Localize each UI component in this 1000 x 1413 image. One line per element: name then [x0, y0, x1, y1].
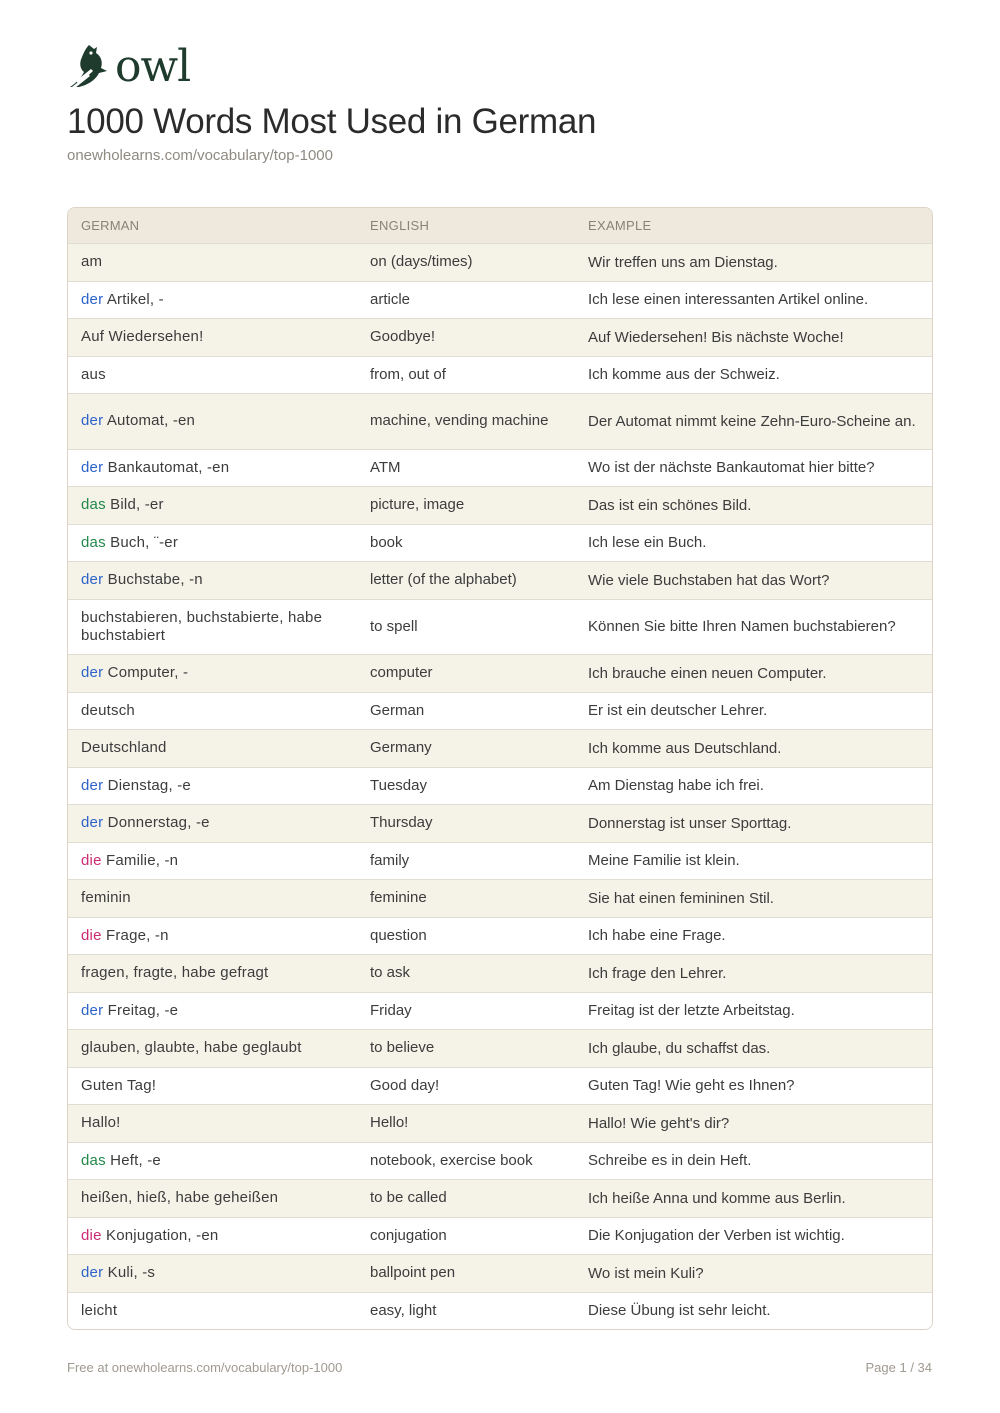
german-word-cell — [68, 1152, 370, 1170]
german-word: Hallo! — [81, 1114, 121, 1132]
table-row — [68, 729, 932, 767]
article-der: der — [81, 1264, 104, 1282]
german-word-cell — [68, 927, 370, 945]
german-word-cell — [68, 609, 370, 645]
example-sentence: Ich frage den Lehrer. — [588, 964, 727, 982]
table-row — [68, 1104, 932, 1142]
english-translation: on (days/times) — [370, 253, 473, 271]
article-der: der — [81, 458, 104, 476]
german-word-cell — [68, 852, 370, 870]
german-word: Freitag, -e — [107, 1001, 179, 1019]
german-word-cell — [68, 814, 370, 832]
english-translation: question — [370, 926, 427, 944]
example-sentence: Freitag ist der letzte Arbeitstag. — [588, 1002, 795, 1020]
english-translation: Thursday — [370, 814, 433, 832]
example-sentence: Wo ist der nächste Bankautomat hier bitte? — [588, 459, 875, 477]
example-sentence: Meine Familie ist klein. — [588, 852, 740, 870]
english-translation: Good day! — [370, 1076, 440, 1094]
german-word: Guten Tag! — [81, 1076, 157, 1094]
table-row — [68, 281, 932, 319]
example-sentence: Der Automat nimmt keine Zehn-Euro-Scheine an. — [588, 412, 916, 430]
english-translation: to spell — [370, 617, 418, 635]
article-der: der — [81, 776, 104, 794]
article-das: das — [81, 496, 106, 514]
german-word-cell — [68, 1264, 370, 1282]
table-header — [68, 208, 932, 243]
example-sentence: Ich lese einen interessanten Artikel online. — [588, 291, 869, 309]
german-word: Automat, -en — [106, 412, 196, 430]
german-word: glauben, glaubte, habe geglaubt — [81, 1039, 302, 1057]
german-word-cell — [68, 1227, 370, 1245]
german-word-cell — [68, 702, 370, 720]
example-sentence: Sie hat einen femininen Stil. — [588, 889, 774, 907]
english-translation: to ask — [370, 964, 411, 982]
german-word: Auf Wiedersehen! — [81, 328, 204, 346]
example-sentence: Guten Tag! Wie geht es Ihnen? — [588, 1077, 795, 1095]
german-word: Artikel, - — [106, 290, 164, 308]
table-row — [68, 1217, 932, 1255]
english-translation: computer — [370, 664, 433, 682]
german-word-cell — [68, 412, 370, 430]
table-row — [68, 692, 932, 730]
example-sentence: Ich brauche einen neuen Computer. — [588, 664, 827, 682]
table-body — [68, 243, 932, 1329]
table-row — [68, 524, 932, 562]
german-word-cell — [68, 534, 370, 552]
example-sentence: Die Konjugation der Verben ist wichtig. — [588, 1227, 845, 1245]
german-word-cell — [68, 496, 370, 514]
table-row — [68, 243, 932, 281]
german-word: Kuli, -s — [107, 1264, 156, 1282]
example-sentence: Auf Wiedersehen! Bis nächste Woche! — [588, 328, 844, 346]
example-sentence: Donnerstag ist unser Sporttag. — [588, 814, 792, 832]
owl-icon — [67, 43, 111, 89]
german-word-cell — [68, 664, 370, 682]
german-word-cell — [68, 1302, 370, 1320]
german-word: Bild, -er — [110, 496, 164, 514]
table-row — [68, 1179, 932, 1217]
table-row — [68, 1067, 932, 1105]
german-word: Donnerstag, -e — [107, 814, 210, 832]
english-translation: Hello! — [370, 1114, 409, 1132]
english-translation: Friday — [370, 1001, 412, 1019]
example-sentence: Ich komme aus der Schweiz. — [588, 366, 780, 384]
table-row — [68, 879, 932, 917]
german-word-cell — [68, 1002, 370, 1020]
example-sentence: Ich heiße Anna und komme aus Berlin. — [588, 1189, 846, 1207]
german-word: leicht — [81, 1301, 118, 1319]
table-row — [68, 842, 932, 880]
table-row — [68, 561, 932, 599]
english-translation: from, out of — [370, 365, 446, 383]
article-der: der — [81, 664, 104, 682]
source-url[interactable]: onewholearns.com/vocabulary/top-1000 — [67, 147, 333, 164]
german-word: deutsch — [81, 701, 135, 719]
english-translation: letter (of the alphabet) — [370, 571, 517, 589]
table-row — [68, 356, 932, 394]
brand-logo — [67, 41, 191, 92]
article-der: der — [81, 1001, 104, 1019]
table-row — [68, 1142, 932, 1180]
table-row — [68, 804, 932, 842]
article-das: das — [81, 533, 106, 551]
vocabulary-table — [67, 207, 933, 1330]
german-word-cell — [68, 777, 370, 795]
german-word-cell — [68, 459, 370, 477]
header-example: EXAMPLE — [588, 218, 652, 233]
table-row — [68, 1292, 932, 1330]
page-title: 1000 Words Most Used in German — [67, 102, 597, 141]
german-word: am — [81, 253, 103, 271]
table-row — [68, 767, 932, 805]
english-translation: picture, image — [370, 496, 465, 514]
table-row — [68, 393, 932, 449]
german-word: feminin — [81, 889, 131, 907]
english-translation: article — [370, 290, 411, 308]
table-row — [68, 992, 932, 1030]
table-row — [68, 954, 932, 992]
article-die: die — [81, 926, 102, 944]
example-sentence: Ich lese ein Buch. — [588, 534, 707, 552]
german-word: Computer, - — [107, 664, 189, 682]
german-word-cell — [68, 1077, 370, 1095]
german-word: Deutschland — [81, 739, 167, 757]
german-word: Familie, -n — [106, 851, 179, 869]
header-german: GERMAN — [81, 217, 140, 233]
german-word: Buch, ¨-er — [110, 533, 179, 551]
english-translation: to be called — [370, 1189, 447, 1207]
article-der: der — [81, 571, 104, 589]
german-word: Bankautomat, -en — [107, 458, 230, 476]
english-translation: Tuesday — [370, 776, 427, 794]
header-english: ENGLISH — [370, 217, 430, 233]
german-word-cell — [68, 366, 370, 384]
german-word: Konjugation, -en — [106, 1226, 219, 1244]
german-word-cell — [68, 1189, 370, 1207]
brand-name: owl — [115, 41, 191, 92]
article-die: die — [81, 1226, 102, 1244]
english-translation: machine, vending machine — [370, 412, 549, 430]
example-sentence: Das ist ein schönes Bild. — [588, 496, 752, 514]
german-word-cell — [68, 1039, 370, 1057]
article-der: der — [81, 290, 104, 308]
german-word-cell — [68, 328, 370, 346]
example-sentence: Am Dienstag habe ich frei. — [588, 777, 764, 795]
english-translation: Germany — [370, 739, 432, 757]
article-das: das — [81, 1151, 106, 1169]
english-translation: ballpoint pen — [370, 1264, 456, 1282]
english-translation: conjugation — [370, 1226, 447, 1244]
german-word-cell — [68, 889, 370, 907]
example-sentence: Ich komme aus Deutschland. — [588, 739, 782, 757]
english-translation: feminine — [370, 889, 427, 907]
table-row — [68, 486, 932, 524]
german-word: Frage, -n — [106, 926, 169, 944]
example-sentence: Wie viele Buchstaben hat das Wort? — [588, 571, 830, 589]
example-sentence: Wir treffen uns am Dienstag. — [588, 253, 778, 271]
german-word-cell — [68, 571, 370, 589]
german-word: aus — [81, 365, 106, 383]
german-word: Dienstag, -e — [107, 776, 191, 794]
english-translation: ATM — [370, 458, 401, 476]
german-word-cell — [68, 1114, 370, 1132]
german-word: Buchstabe, -n — [107, 571, 203, 589]
table-row — [68, 599, 932, 655]
german-word: Heft, -e — [110, 1151, 161, 1169]
german-word-cell — [68, 739, 370, 757]
example-sentence: Er ist ein deutscher Lehrer. — [588, 702, 768, 720]
table-row — [68, 654, 932, 692]
example-sentence: Hallo! Wie geht's dir? — [588, 1114, 730, 1132]
page-number: Page 1 / 34 — [865, 1360, 932, 1375]
example-sentence: Schreibe es in dein Heft. — [588, 1152, 752, 1170]
example-sentence: Ich habe eine Frage. — [588, 927, 726, 945]
german-word-cell — [68, 253, 370, 271]
german-word-cell — [68, 964, 370, 982]
german-word: buchstabieren, buchstabierte, habe buchstabiert — [81, 608, 323, 644]
footer-source: Free at onewholearns.com/vocabulary/top-1000 — [67, 1360, 343, 1375]
example-sentence: Können Sie bitte Ihren Namen buchstabieren? — [588, 618, 896, 636]
table-row — [68, 1254, 932, 1292]
english-translation: book — [370, 533, 403, 551]
table-row — [68, 449, 932, 487]
english-translation: to believe — [370, 1039, 435, 1057]
article-der: der — [81, 412, 104, 430]
example-sentence: Diese Übung ist sehr leicht. — [588, 1302, 771, 1320]
english-translation: Goodbye! — [370, 328, 436, 346]
english-translation: German — [370, 701, 425, 719]
example-sentence: Ich glaube, du schaffst das. — [588, 1039, 771, 1057]
english-translation: notebook, exercise book — [370, 1151, 533, 1169]
article-der: der — [81, 814, 104, 832]
german-word: fragen, fragte, habe gefragt — [81, 964, 269, 982]
table-row — [68, 1029, 932, 1067]
table-row — [68, 318, 932, 356]
example-sentence: Wo ist mein Kuli? — [588, 1264, 704, 1282]
english-translation: family — [370, 851, 410, 869]
german-word: heißen, hieß, habe geheißen — [81, 1189, 279, 1207]
german-word-cell — [68, 291, 370, 309]
english-translation: easy, light — [370, 1301, 437, 1319]
article-die: die — [81, 851, 102, 869]
table-row — [68, 917, 932, 955]
